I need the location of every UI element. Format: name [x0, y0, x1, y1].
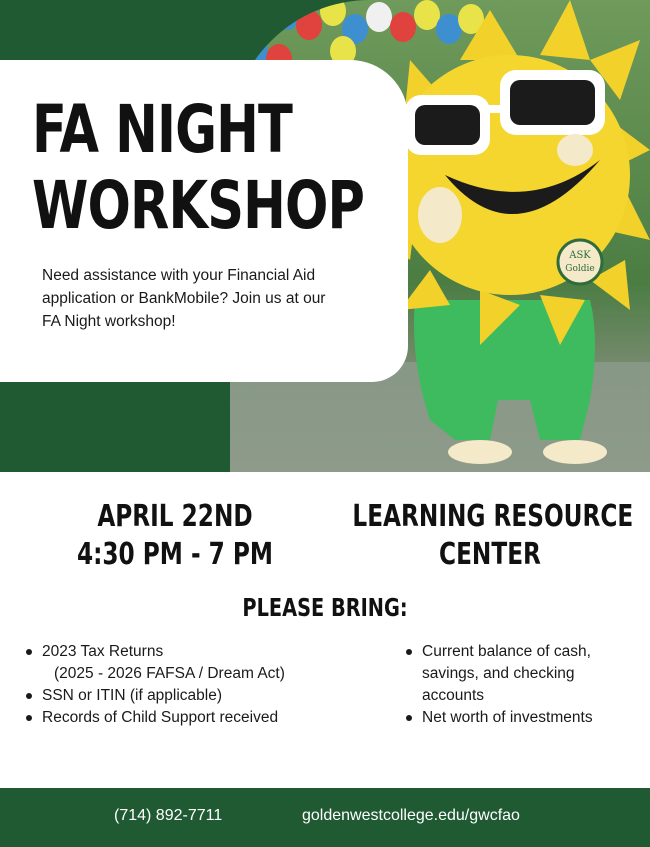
please-bring-heading: PLEASE BRING: [242, 593, 408, 622]
event-location [352, 498, 634, 574]
bring-list-left [24, 641, 364, 729]
list-item: Current balance of cash, savings, and checking accounts [404, 641, 634, 707]
title-line-1: FA NIGHT [32, 91, 292, 168]
location-line-2: CENTER [439, 537, 541, 572]
phone-number[interactable]: (714) 892-7711 [114, 807, 223, 824]
footer [0, 788, 650, 847]
badge-line-1: ASK [569, 250, 591, 261]
list-item-sub: (2025 - 2026 FAFSA / Dream Act) [54, 665, 285, 682]
location-line-1: LEARNING RESOURCE [352, 499, 634, 534]
intro-text: Need assistance with your Financial Aid application or BankMobile? Join us at our FA Night workshop! [42, 267, 326, 330]
title-line-2: WORKSHOP [32, 167, 365, 244]
event-time: 4:30 PM - 7 PM [76, 537, 274, 572]
event-date-time [59, 498, 291, 574]
list-item: 2023 Tax Returns [24, 641, 364, 663]
badge-line-2: Goldie [565, 264, 595, 274]
list-item: Records of Child Support received [24, 707, 364, 729]
website-link[interactable]: goldenwestcollege.edu/gwcfao [302, 807, 520, 824]
page-title [32, 91, 365, 244]
event-date: APRIL 22ND [97, 499, 253, 534]
bring-list-right [404, 641, 634, 729]
list-item: SSN or ITIN (if applicable) [24, 685, 364, 707]
list-item: Net worth of investments [404, 707, 634, 729]
